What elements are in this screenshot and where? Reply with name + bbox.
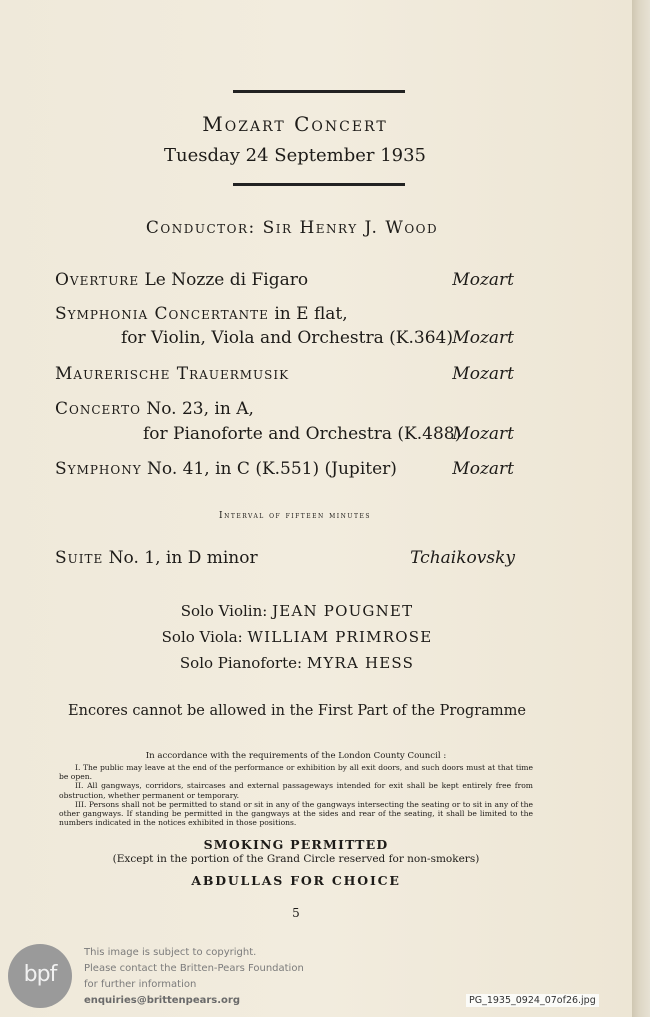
- work-detail-line2: for Pianoforte and Orchestra (K.488): [143, 424, 462, 444]
- work-title: Symphonia Concertante: [55, 304, 269, 324]
- copyright-line: for further information: [84, 979, 197, 990]
- advert-line: ABDULLAS FOR CHOICE: [191, 873, 401, 888]
- program-item-symphony: [55, 459, 397, 479]
- encores-note: Encores cannot be allowed in the First Part of the Programme: [68, 703, 526, 719]
- regulations-heading: In accordance with the requirements of the London County Council :: [145, 751, 447, 761]
- soloist-role: Solo Violin:: [180, 602, 268, 620]
- concert-title: Mozart Concert: [202, 112, 388, 136]
- top-rule: [233, 90, 405, 93]
- work-title: Suite: [55, 548, 104, 568]
- soloist-viola: [0, 628, 594, 646]
- regulation-item: I. The public may leave at the end of the performance or exhibition by all exit doors, and such doors must at that time be open.: [59, 763, 533, 782]
- page-number: 5: [292, 906, 300, 920]
- work-title: Symphony: [55, 459, 142, 479]
- interval-note: Interval of fifteen minutes: [219, 511, 371, 521]
- program-item-suite: [55, 548, 258, 568]
- regulation-item: III. Persons shall not be permitted to stand or sit in any of the gangways intersecting the seating or to sit in any of the other gangways. If standing be permitted in the gangways at the sides and rear of the seating, it shall be limited to the numbers indicated in the notices exhibited in those positions.: [59, 799, 533, 828]
- program-item-overture: [55, 270, 308, 290]
- soloist-role: Solo Pianoforte:: [179, 654, 303, 672]
- work-detail: in E flat,: [268, 304, 348, 324]
- soloist-name: MYRA HESS: [306, 654, 415, 672]
- work-detail: Le Nozze di Figaro: [139, 270, 309, 290]
- work-title: Maurerische Trauermusik: [55, 364, 290, 384]
- conductor: Conductor: Sir Henry J. Wood: [145, 218, 439, 238]
- soloist-violin: [0, 602, 594, 620]
- composer: Mozart: [452, 328, 514, 348]
- work-detail: No. 23, in A,: [140, 399, 254, 419]
- concert-date: Tuesday 24 September 1935: [163, 145, 427, 166]
- work-title: Concerto: [55, 399, 141, 419]
- soloist-pianoforte: [0, 654, 594, 672]
- bpf-logo: bpf: [8, 944, 72, 1008]
- copyright-line: Please contact the Britten-Pears Foundation: [84, 963, 304, 974]
- soloist-name: JEAN POUGNET: [272, 602, 414, 620]
- work-detail: No. 1, in D minor: [103, 548, 258, 568]
- program-item-trauermusik: [55, 364, 289, 384]
- composer: Mozart: [452, 459, 514, 479]
- work-title: Overture: [55, 270, 140, 290]
- page-edge: [632, 0, 650, 1017]
- composer: Mozart: [452, 424, 514, 444]
- composer: Mozart: [452, 270, 514, 290]
- smoking-exception: (Except in the portion of the Grand Circle reserved for non-smokers): [112, 853, 480, 865]
- image-id-label: PG_1935_0924_07of26.jpg: [466, 994, 599, 1007]
- copyright-notice: [84, 945, 304, 1009]
- composer: Tchaikovsky: [410, 548, 515, 568]
- work-detail-line2: for Violin, Viola and Orchestra (K.364): [121, 328, 453, 348]
- copyright-line: This image is subject to copyright.: [84, 947, 257, 958]
- program-item-concerto: [55, 399, 254, 419]
- bottom-rule: [233, 183, 405, 186]
- soloist-role: Solo Viola:: [161, 628, 243, 646]
- program-item-symphonia: [55, 304, 348, 324]
- regulation-item: II. All gangways, corridors, staircases and external passageways intended for exit shall be kept entirely free from obstruction, whether permanent or temporary.: [59, 781, 533, 800]
- work-detail: No. 41, in C (K.551) (Jupiter): [141, 459, 397, 479]
- regulations-text: [59, 763, 533, 827]
- soloist-name: WILLIAM PRIMROSE: [247, 628, 433, 646]
- composer: Mozart: [452, 364, 514, 384]
- contact-email: enquiries@brittenpears.org: [84, 995, 241, 1006]
- smoking-heading: SMOKING PERMITTED: [203, 837, 389, 852]
